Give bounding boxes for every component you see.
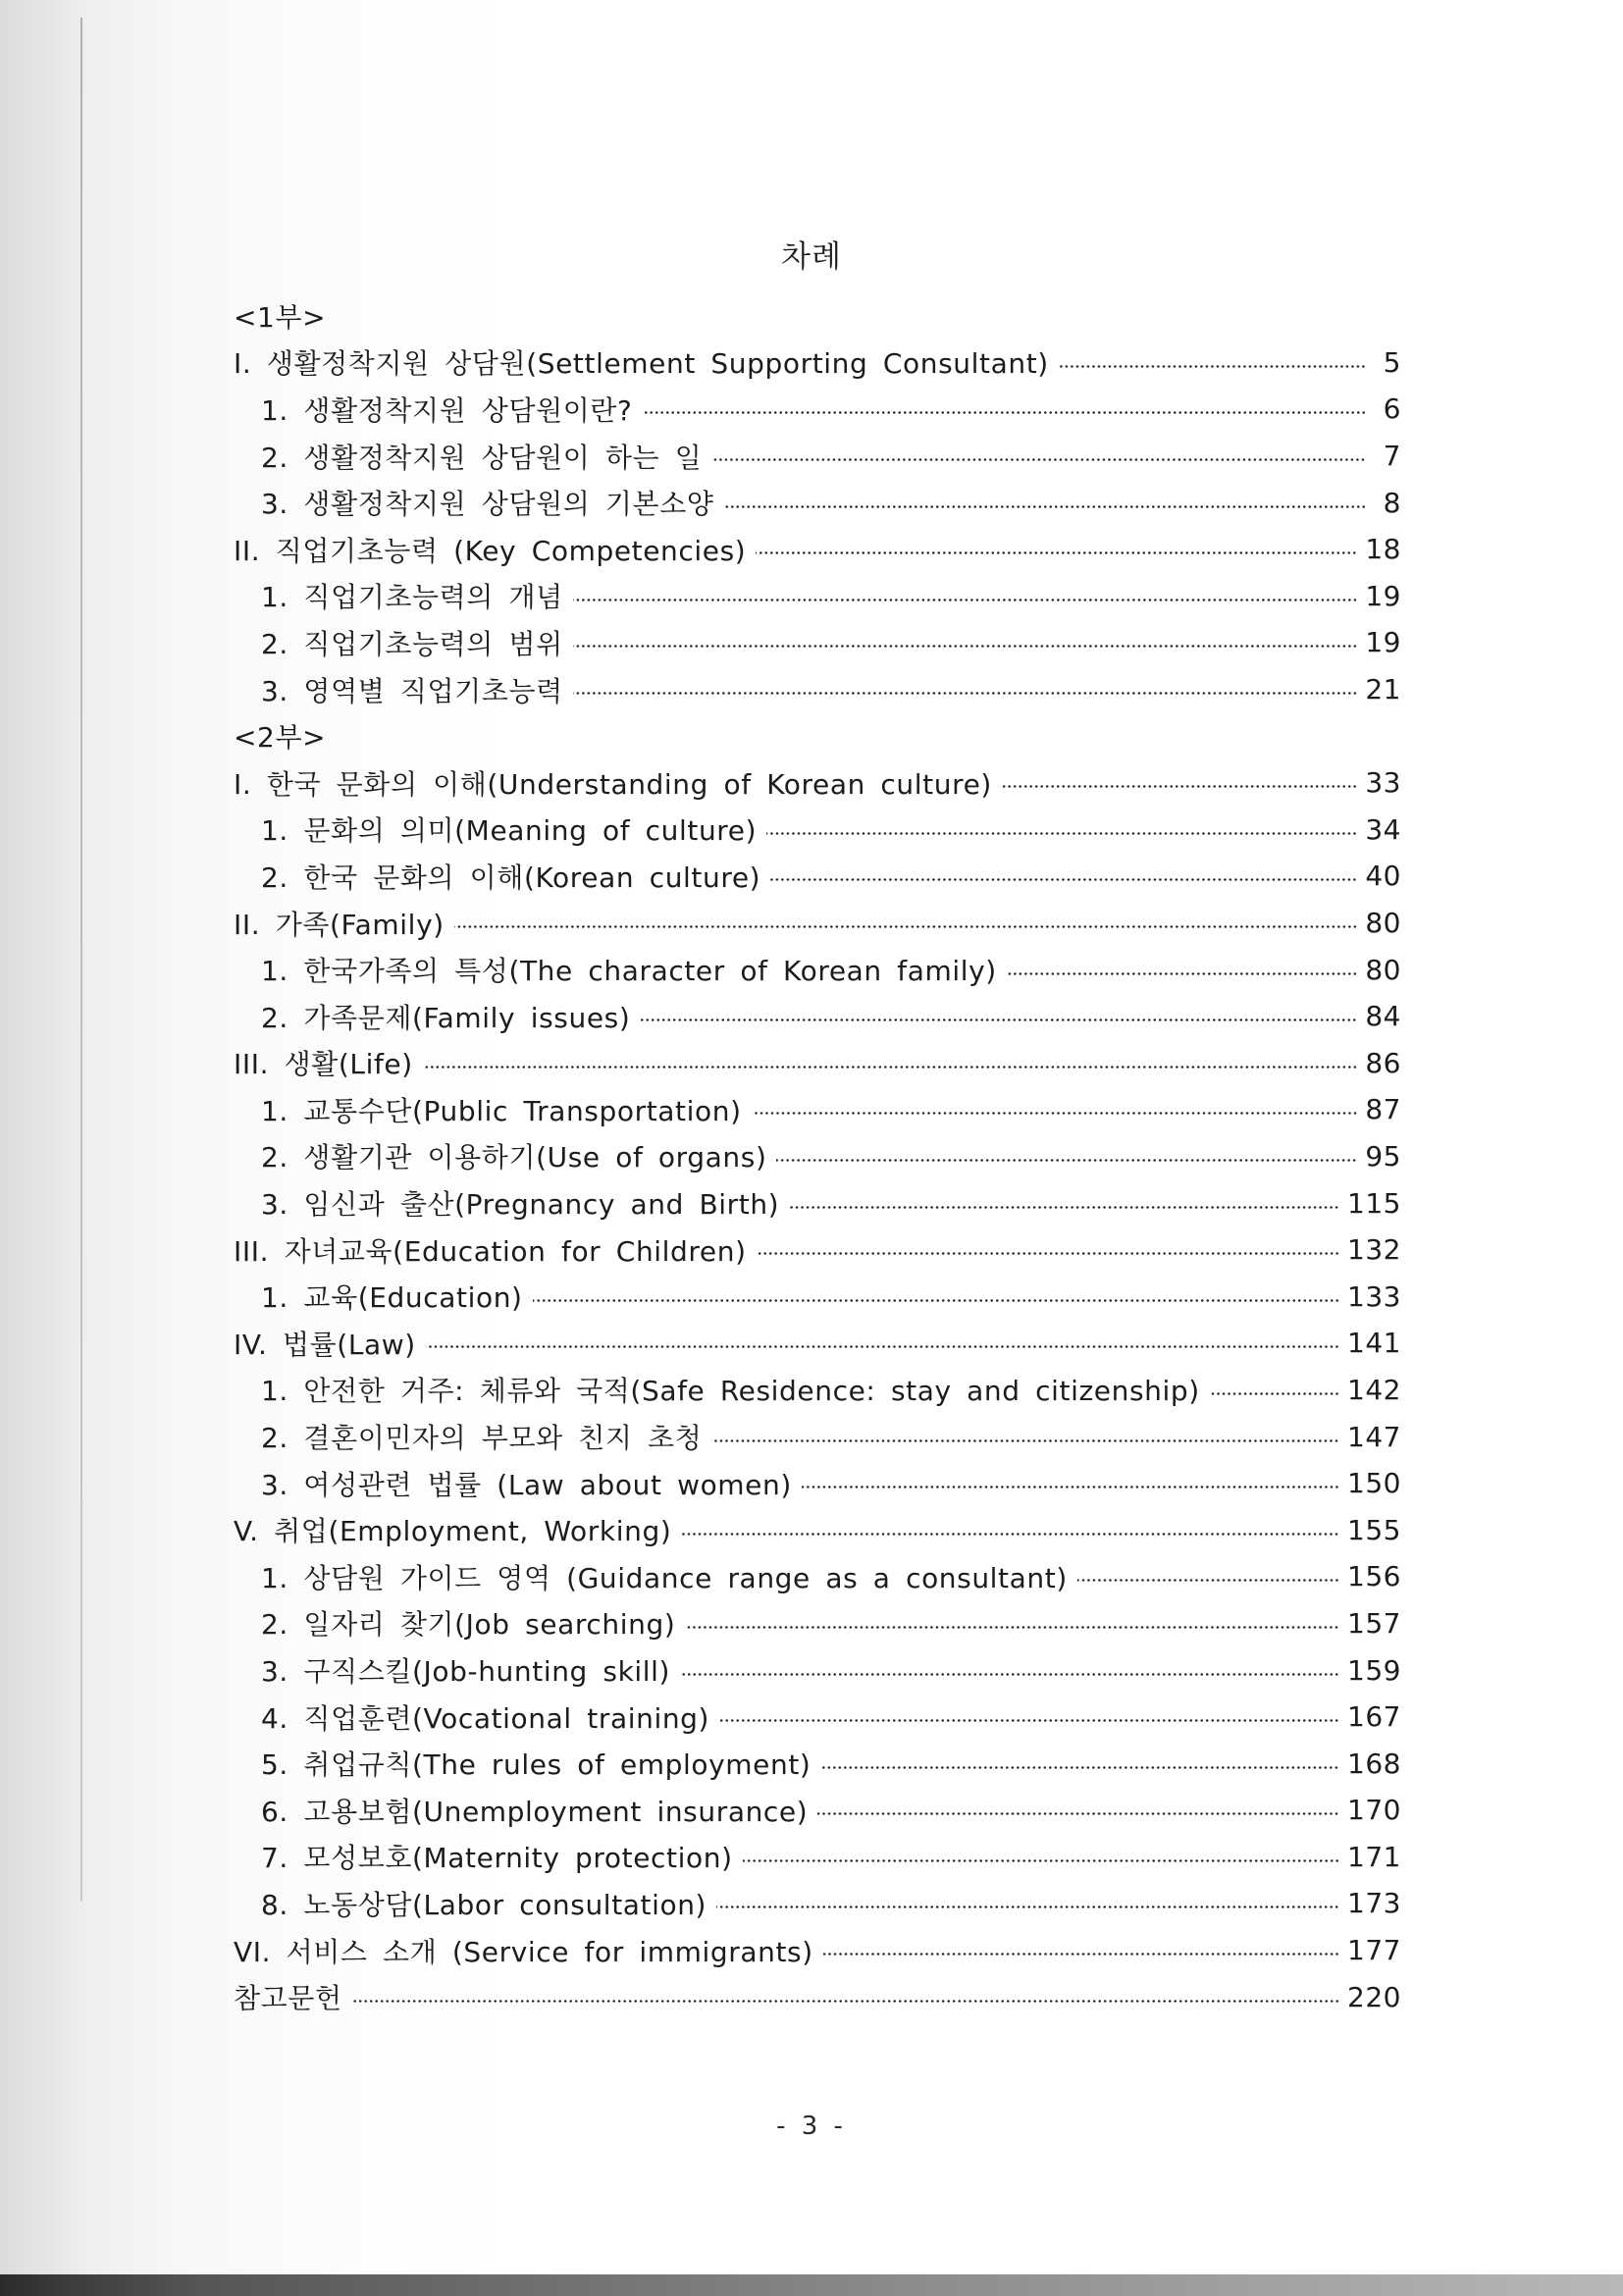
dot-leader bbox=[1002, 785, 1357, 788]
dot-leader bbox=[573, 692, 1358, 695]
toc-section-entry bbox=[234, 479, 1401, 526]
toc-entry-label: 3. 임신과 출산(Pregnancy and Birth) bbox=[261, 1188, 780, 1222]
toc-entry-page-number: 19 bbox=[1365, 626, 1401, 659]
toc-chapter-entry bbox=[234, 1320, 1401, 1367]
toc-section-entry bbox=[234, 1600, 1401, 1647]
toc-section-entry bbox=[234, 666, 1401, 713]
scan-edge bbox=[0, 2274, 1623, 2296]
toc-entry-page-number: 80 bbox=[1365, 907, 1401, 940]
toc-entry-label: 3. 구직스킬(Job-hunting skill) bbox=[261, 1655, 671, 1689]
toc-entry-page-number: 6 bbox=[1383, 392, 1401, 426]
toc-section-entry bbox=[234, 1367, 1401, 1414]
page-number: - 3 - bbox=[776, 2112, 847, 2141]
toc-entry-label: I. 생활정착지원 상담원(Settlement Supporting Consultant) bbox=[234, 347, 1049, 381]
toc-entry-label: V. 취업(Employment, Working) bbox=[234, 1515, 672, 1548]
toc-entry-label: 4. 직업훈련(Vocational training) bbox=[261, 1701, 710, 1735]
toc-entry-page-number: 7 bbox=[1383, 440, 1401, 473]
toc-entry-label: 1. 생활정착지원 상담원이란? bbox=[261, 393, 633, 427]
toc-entry-label: 7. 모성보호(Maternity protection) bbox=[261, 1842, 733, 1875]
dot-leader bbox=[681, 1533, 1339, 1536]
toc-entry-label: 2. 가족문제(Family issues) bbox=[261, 1001, 631, 1034]
toc-section-entry bbox=[234, 1413, 1401, 1460]
toc-section-entry bbox=[234, 1880, 1401, 1927]
toc-entry-page-number: 147 bbox=[1347, 1420, 1401, 1453]
dot-leader bbox=[573, 599, 1358, 601]
toc-entry-label: 1. 교육(Education) bbox=[261, 1281, 523, 1315]
dot-leader bbox=[756, 551, 1357, 554]
dot-leader bbox=[640, 1018, 1357, 1021]
dot-leader bbox=[685, 1626, 1339, 1629]
toc-entry-page-number: 157 bbox=[1347, 1606, 1401, 1640]
toc-entry-label: II. 가족(Family) bbox=[234, 908, 445, 941]
toc-entry-label: 2. 생활기관 이용하기(Use of organs) bbox=[261, 1141, 767, 1174]
toc-entry-page-number: 80 bbox=[1365, 953, 1401, 986]
toc-entry-label: III. 자녀교육(Education for Children) bbox=[234, 1234, 747, 1268]
toc-section-entry bbox=[234, 1694, 1401, 1741]
part-label: <2부> bbox=[234, 721, 327, 755]
toc-section-entry bbox=[234, 807, 1401, 854]
toc-entry-page-number: 87 bbox=[1365, 1093, 1401, 1126]
toc-section-entry bbox=[234, 853, 1401, 900]
toc-entry-page-number: 170 bbox=[1347, 1794, 1401, 1827]
toc-entry-label: 2. 결혼이민자의 부모와 친지 초청 bbox=[261, 1422, 703, 1455]
toc-section-entry bbox=[234, 946, 1401, 993]
toc-entry-page-number: 21 bbox=[1365, 673, 1401, 706]
dot-leader bbox=[454, 925, 1358, 928]
dot-leader bbox=[766, 832, 1357, 835]
toc-chapter-entry bbox=[234, 1226, 1401, 1274]
part-heading bbox=[234, 712, 1401, 759]
toc-entry-page-number: 156 bbox=[1347, 1560, 1401, 1593]
toc-entry-page-number: 19 bbox=[1365, 579, 1401, 612]
dot-leader bbox=[823, 1953, 1339, 1956]
toc-title: 차례 bbox=[781, 239, 842, 275]
toc-section-entry bbox=[234, 573, 1401, 620]
toc-entry-page-number: 115 bbox=[1347, 1186, 1401, 1220]
toc-entry-page-number: 173 bbox=[1347, 1887, 1401, 1920]
toc-entry-page-number: 133 bbox=[1347, 1279, 1401, 1313]
toc-chapter-entry bbox=[234, 339, 1401, 387]
dot-leader bbox=[789, 1206, 1339, 1209]
toc-chapter-entry bbox=[234, 1927, 1401, 1974]
toc-entry-page-number: 33 bbox=[1365, 766, 1401, 800]
toc-section-entry bbox=[234, 1646, 1401, 1694]
toc-section-entry bbox=[234, 1553, 1401, 1600]
toc-chapter-entry bbox=[234, 1506, 1401, 1553]
toc-entry-page-number: 95 bbox=[1365, 1139, 1401, 1173]
dot-leader bbox=[802, 1486, 1339, 1488]
toc-entry-label: VI. 서비스 소개 (Service for immigrants) bbox=[234, 1935, 813, 1968]
toc-section-entry bbox=[234, 1086, 1401, 1133]
dot-leader bbox=[423, 1066, 1358, 1069]
toc-entry-page-number: 8 bbox=[1383, 486, 1401, 519]
dot-leader bbox=[752, 1112, 1358, 1115]
toc-entry-page-number: 132 bbox=[1347, 1233, 1401, 1267]
dot-leader bbox=[711, 458, 1366, 461]
toc-chapter-entry bbox=[234, 1973, 1401, 2020]
toc-entry-label: III. 생활(Life) bbox=[234, 1048, 413, 1081]
dot-leader bbox=[643, 411, 1366, 414]
toc-entry-label: 3. 여성관련 법률 (Law about women) bbox=[261, 1468, 792, 1501]
toc-entry-label: 1. 안전한 거주: 체류와 국적(Safe Residence: stay and citizenship) bbox=[261, 1375, 1200, 1408]
dot-leader bbox=[716, 1905, 1339, 1908]
toc-entry-label: 5. 취업규칙(The rules of employment) bbox=[261, 1748, 812, 1782]
toc-entry-label: I. 한국 문화의 이해(Understanding of Korean culture) bbox=[234, 767, 992, 801]
dot-leader bbox=[1059, 365, 1366, 368]
toc-entry-label: 2. 생활정착지원 상담원이 하는 일 bbox=[261, 441, 703, 474]
dot-leader bbox=[573, 645, 1358, 648]
toc-entry-page-number: 155 bbox=[1347, 1513, 1401, 1546]
toc-entry-label: 1. 한국가족의 특성(The character of Korean family) bbox=[261, 955, 997, 988]
toc-chapter-entry bbox=[234, 1040, 1401, 1087]
toc-chapter-entry bbox=[234, 526, 1401, 573]
dot-leader bbox=[711, 1439, 1339, 1442]
toc-entry-label: 2. 직업기초능력의 범위 bbox=[261, 627, 563, 660]
dot-leader bbox=[820, 1766, 1339, 1769]
dot-leader bbox=[817, 1812, 1339, 1815]
toc-entry-label: II. 직업기초능력 (Key Competencies) bbox=[234, 534, 747, 567]
toc-entry-page-number: 150 bbox=[1347, 1467, 1401, 1500]
toc-section-entry bbox=[234, 1787, 1401, 1834]
toc-section-entry bbox=[234, 1273, 1401, 1320]
toc-entry-page-number: 177 bbox=[1347, 1934, 1401, 1967]
toc-entry-page-number: 141 bbox=[1347, 1327, 1401, 1360]
dot-leader bbox=[1007, 972, 1358, 975]
table-of-contents bbox=[234, 292, 1401, 2020]
toc-entry-page-number: 84 bbox=[1365, 1000, 1401, 1033]
toc-entry-page-number: 40 bbox=[1365, 860, 1401, 893]
dot-leader bbox=[1210, 1392, 1339, 1395]
toc-section-entry bbox=[234, 433, 1401, 480]
dot-leader bbox=[352, 2000, 1339, 2003]
toc-entry-label: 1. 상담원 가이드 영역 (Guidance range as a consultant) bbox=[261, 1561, 1068, 1594]
part1-entries bbox=[234, 339, 1401, 713]
toc-entry-page-number: 159 bbox=[1347, 1653, 1401, 1687]
toc-entry-page-number: 167 bbox=[1347, 1700, 1401, 1734]
toc-entry-label: 6. 고용보험(Unemployment insurance) bbox=[261, 1795, 809, 1828]
dot-leader bbox=[770, 878, 1357, 881]
toc-entry-page-number: 171 bbox=[1347, 1840, 1401, 1873]
part-label: <1부> bbox=[234, 300, 327, 334]
dot-leader bbox=[776, 1159, 1357, 1162]
toc-section-entry bbox=[234, 1460, 1401, 1507]
toc-section-entry bbox=[234, 386, 1401, 433]
toc-section-entry bbox=[234, 1179, 1401, 1226]
toc-entry-label: 참고문헌 bbox=[234, 1982, 342, 2015]
toc-section-entry bbox=[234, 1133, 1401, 1180]
toc-entry-label: 1. 직업기초능력의 개념 bbox=[261, 581, 563, 614]
dot-leader bbox=[426, 1345, 1339, 1348]
toc-entry-label: IV. 법률(Law) bbox=[234, 1328, 416, 1361]
dot-leader bbox=[743, 1859, 1339, 1862]
toc-section-entry bbox=[234, 993, 1401, 1040]
toc-entry-page-number: 168 bbox=[1347, 1747, 1401, 1780]
toc-section-entry bbox=[234, 1834, 1401, 1881]
toc-section-entry bbox=[234, 619, 1401, 666]
toc-entry-page-number: 34 bbox=[1365, 812, 1401, 846]
toc-entry-page-number: 220 bbox=[1347, 1980, 1401, 2013]
toc-entry-label: 2. 일자리 찾기(Job searching) bbox=[261, 1608, 676, 1642]
toc-entry-page-number: 86 bbox=[1365, 1046, 1401, 1079]
toc-entry-label: 1. 문화의 의미(Meaning of culture) bbox=[261, 814, 758, 848]
dot-leader bbox=[1077, 1579, 1339, 1582]
dot-leader bbox=[724, 505, 1367, 508]
toc-entry-label: 8. 노동상담(Labor consultation) bbox=[261, 1888, 707, 1921]
toc-entry-page-number: 18 bbox=[1365, 533, 1401, 566]
toc-section-entry bbox=[234, 1740, 1401, 1787]
toc-chapter-entry bbox=[234, 759, 1401, 807]
toc-entry-label: 3. 생활정착지원 상담원의 기본소양 bbox=[261, 488, 714, 521]
toc-entry-page-number: 5 bbox=[1383, 345, 1401, 379]
dot-leader bbox=[533, 1299, 1339, 1302]
toc-entry-label: 2. 한국 문화의 이해(Korean culture) bbox=[261, 861, 761, 894]
part-heading bbox=[234, 292, 1401, 339]
part2-entries bbox=[234, 759, 1401, 2020]
toc-entry-page-number: 142 bbox=[1347, 1373, 1401, 1406]
dot-leader bbox=[719, 1719, 1339, 1722]
toc-entry-label: 1. 교통수단(Public Transportation) bbox=[261, 1094, 742, 1127]
dot-leader bbox=[680, 1673, 1339, 1676]
dot-leader bbox=[757, 1252, 1339, 1255]
toc-chapter-entry bbox=[234, 900, 1401, 947]
toc-entry-label: 3. 영역별 직업기초능력 bbox=[261, 674, 563, 707]
